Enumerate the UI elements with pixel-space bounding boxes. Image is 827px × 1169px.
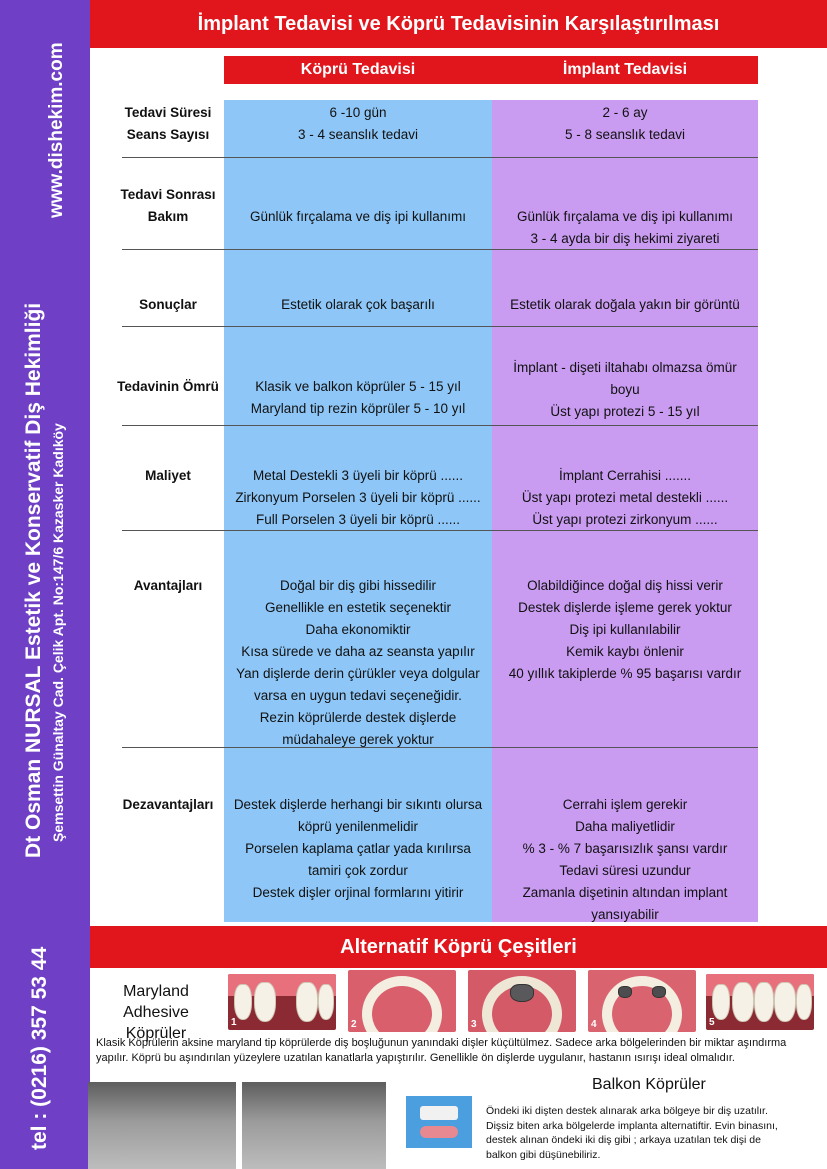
row-divider [122,326,758,327]
arch-shape [602,976,682,1032]
label-line: Ömrü [182,379,219,394]
page-title-bar [90,0,827,48]
title-line: Maryland [123,983,189,1000]
cell-line: Zamanla dişetinin altından implant [522,885,728,900]
cell-line: varsa en uygun tedavi seçeneğidir. [254,688,462,703]
cell-line: Yan dişlerde derin çürükler veya dolgular [236,666,480,681]
row-label-results [112,294,224,316]
cell-line: Olabildiğince doğal diş hissi verir [527,578,723,593]
lifetime-bridge [228,376,488,420]
tooth-shape [796,984,812,1020]
column-header-bridge: Köprü Tedavisi [224,56,492,84]
model-photo [88,1082,236,1169]
results-implant [496,294,754,316]
cell-line: Üst yapı protezi 5 - 15 yıl [550,404,700,419]
cell-line: Zirkonyum Porselen 3 üyeli bir köprü ...... [235,490,481,505]
phone-number[interactable]: tel : (0216) 357 53 44 [28,946,51,1150]
cell-line: Cerrahi işlem gerekir [562,797,688,812]
cell-line: Kemik kaybı önlenir [566,644,684,659]
cell-line: Porselen kaplama çatlar yada kırılırsa [245,841,471,856]
cell-line: Diş ipi kullanılabilir [569,622,681,637]
tooth-shape [254,982,276,1022]
cell-line: Maryland tip rezin köprüler 5 - 10 yıl [250,401,466,416]
cell-line: Destek dişlerde herhangi bir sıkıntı olursa [233,797,483,812]
tooth-shape [318,984,334,1020]
cost-bridge [228,465,488,531]
duration-implant: 2 - 6 ay [602,105,648,120]
cost-implant [496,465,754,531]
disadvantages-bridge [228,794,488,904]
cell-line: İmplant - dişeti iltahabı olmazsa ömür [513,360,737,375]
cell-line: müdahaleye gerek yoktur [282,732,434,747]
metal-wing-shape [618,986,632,998]
cell-line: Tedavi süresi uzundur [559,863,691,878]
cell-line: Estetik olarak doğala yakın bir görüntü [510,297,740,312]
row-label-disadvantages [112,794,224,816]
tooth-shape [234,984,252,1020]
page-title: İmplant Tedavisi ve Köprü Tedavisinin Karşılaştırılması [197,12,720,35]
cell-line: Üst yapı protezi zirkonyum ...... [532,512,718,527]
cell-line: Destek dişlerde işleme gerek yoktur [518,600,732,615]
cell-line: Rezin köprülerde destek dişlerde [259,710,457,725]
row-label-care [112,184,224,228]
cell-line: % 3 - % 7 başarısızlık şansı vardır [522,841,728,856]
dental-photo [468,970,576,1032]
balkon-description: Öndeki iki dişten destek alınarak arka bölgeye bir diş uzatılır. Dişsiz biten arka bölgelerde implanta alternatiftir. Evin binasını, destek alınan öndeki iki diş gibi ; arkaya uzatılan tek dişi de balkon gibi düşünebiliriz. [486,1105,778,1161]
cell-line: 3 - 4 ayda bir diş hekimi ziyareti [530,231,720,246]
cell-line: Klasik ve balkon köprüler 5 - 15 yıl [255,379,461,394]
label-line: Dezavantajları [122,797,214,812]
cell-line: Kısa sürede ve daha az seansta yapılır [241,644,475,659]
duration-bridge: 6 -10 gün [329,105,387,120]
balkon-illustration [406,1096,472,1148]
lifetime-implant [496,357,754,423]
cell-line: Daha ekonomiktir [305,622,411,637]
row-label-advantages [112,575,224,597]
tooth-shape [774,982,796,1022]
row-label-lifetime [112,376,224,398]
metal-wing-shape [652,986,666,998]
cell-line: boyu [610,382,640,397]
care-bridge [228,206,488,228]
photo-number: 2 [351,1019,357,1030]
dental-photo [348,970,456,1032]
cell-line: Daha maliyetlidir [575,819,675,834]
row-divider [122,157,758,158]
cell-line: köprü yenilenmelidir [297,819,419,834]
cell-line: Doğal bir diş gibi hissedilir [279,578,437,593]
label-line: Tedavinin [117,379,180,394]
advantages-implant [496,575,754,685]
disadvantages-implant [496,794,754,926]
label-line: Tedavi [120,187,163,202]
sidebar [0,0,90,1169]
cell-line: Full Porselen 3 üyeli bir köprü ...... [255,512,461,527]
cell-line: İmplant Cerrahisi ....... [558,468,692,483]
label-line: Maliyet [145,468,191,483]
website-link[interactable]: www.dishekim.com [46,42,67,218]
label-line: Sonrası [166,187,216,202]
cell-line: Metal Destekli 3 üyeli bir köprü ...... [252,468,464,483]
sessions-bridge: 3 - 4 seanslık tedavi [297,127,419,142]
label-line: Avantajları [133,578,203,593]
model-photo [242,1082,386,1169]
maryland-description: Klasik Köprülerin aksine maryland tip köprülerde diş boşluğunun yanındaki dişler küçültülmez. Sadece arka bölgelerinden bir miktar aşındırma yapılır. Köprü bu aşındırılan yüzeylere uzatılan kanatlarla yapıştırılır. Genellikle ön dişlerde uygulanır, hastanın ısırışı ideal olmalıdır. [96,1037,787,1064]
tooth-shape [712,984,730,1020]
cell-line: Üst yapı protezi metal destekli ...... [521,490,729,505]
dental-photo [706,974,814,1030]
cell-line: Destek dişler orjinal formlarını yitirir [252,885,464,900]
clinic-name: Dt Osman NURSAL Estetik ve Konservatif Diş Hekimliği [22,302,45,858]
photo-number: 1 [231,1017,237,1028]
clinic-address: Şemsettin Günaltay Cad. Çelik Apt. No:147/6 Kazasker Kadıköy [50,423,66,842]
care-implant [496,206,754,250]
cell-line: 40 yıllık takiplerde % 95 başarısı vardır [508,666,742,681]
sessions-implant: 5 - 8 seanslık tedavi [564,127,686,142]
row-label-sessions: Seans Sayısı [126,127,210,142]
bridge-shape [420,1106,458,1120]
cell-line: tamiri çok zordur [308,863,408,878]
gum-shape [420,1126,458,1138]
photo-number: 3 [471,1019,477,1030]
tooth-shape [296,982,318,1022]
cell-line: Estetik olarak çok başarılı [281,297,435,312]
photo-number: 5 [709,1017,715,1028]
title-line: Adhesive Köprüler [123,1004,189,1042]
advantages-bridge [228,575,488,751]
row-label-duration: Tedavi Süresi [124,105,212,120]
photo-number: 4 [591,1019,597,1030]
cell-line: Günlük fırçalama ve diş ipi kullanımı [249,209,467,224]
alternatives-title: Alternatif Köprü Çeşitleri [340,935,577,958]
arch-shape [362,976,442,1032]
results-bridge [228,294,488,316]
row-label-cost [112,465,224,487]
label-line: Bakım [147,209,189,224]
dental-photo [228,974,336,1030]
cell-line: Günlük fırçalama ve diş ipi kullanımı [516,209,734,224]
cell-line: yansıyabilir [591,907,659,922]
tooth-shape [754,982,774,1022]
balkon-title: Balkon Köprüler [592,1076,706,1093]
alternatives-title-bar [90,926,827,968]
dental-photo [588,970,696,1032]
metal-wing-shape [510,984,534,1002]
row-divider [122,425,758,426]
tooth-shape [732,982,754,1022]
maryland-title [92,981,220,1044]
cell-line: Genellikle en estetik seçenektir [264,600,452,615]
column-header-implant: İmplant Tedavisi [492,56,758,84]
label-line: Sonuçlar [139,297,197,312]
